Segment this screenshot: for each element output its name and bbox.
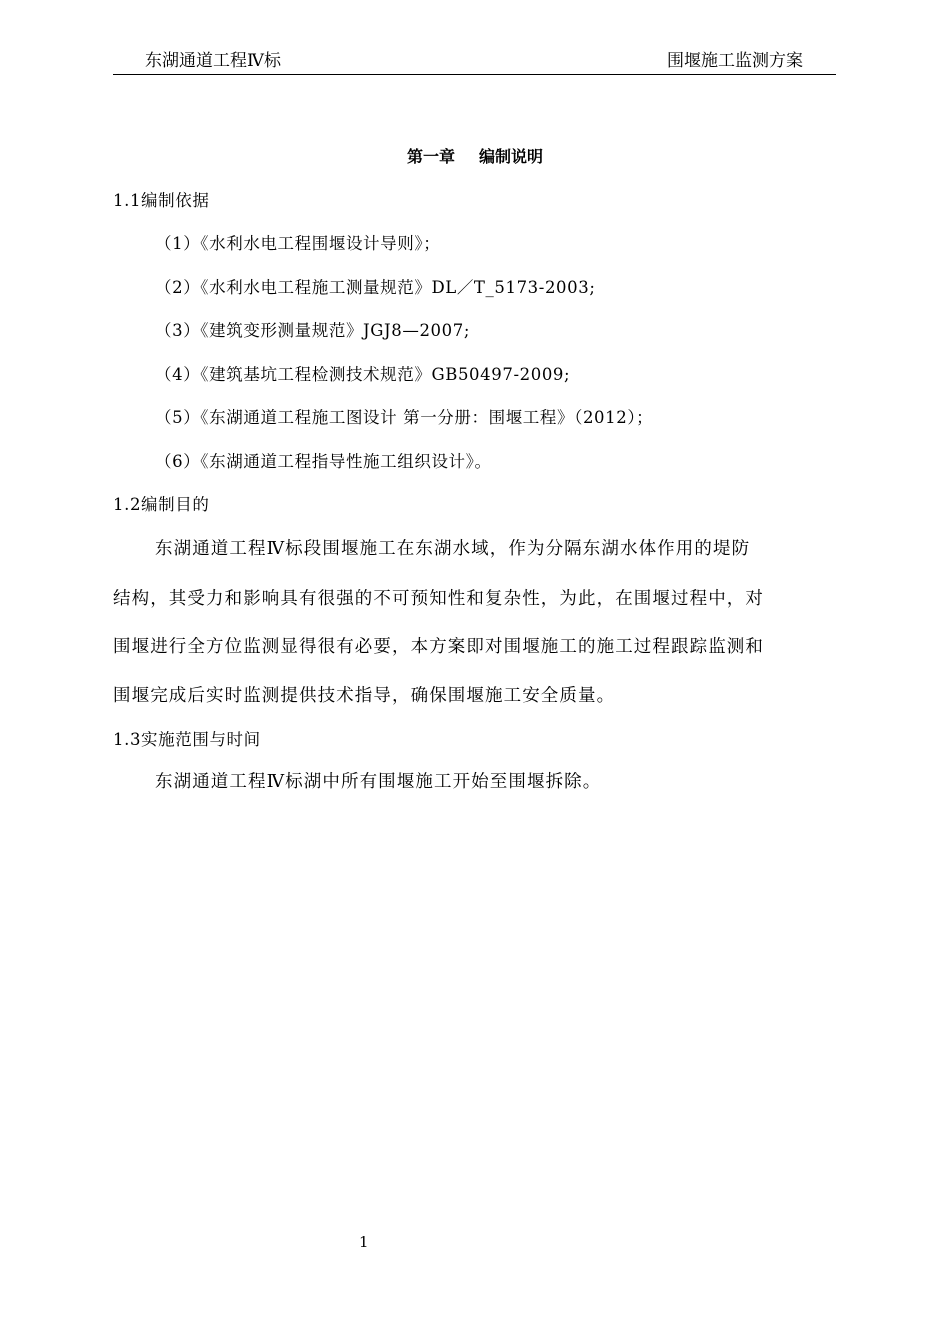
chapter-heading [0,145,950,169]
header-document-title: 围堰施工监测方案 [667,51,803,71]
chapter-title: 编制说明 [479,147,544,166]
section-heading-1-1: 1.1编制依据 [113,191,210,210]
header-project-name: 东湖通道工程Ⅳ标 [145,51,281,71]
reference-item: （4）《建筑基坑工程检测技术规范》GB50497-2009; [155,365,571,384]
scope-paragraph: 东湖通道工程Ⅳ标湖中所有围堰施工开始至围堰拆除。 [155,772,602,792]
reference-item: （2）《水利水电工程施工测量规范》DL／T_5173-2003; [155,278,596,297]
reference-item: （1）《水利水电工程围堰设计导则》； [155,234,441,253]
purpose-paragraph-line: 结构，其受力和影响具有很强的不可预知性和复杂性，为此，在围堰过程中，对 [113,589,764,609]
section-heading-1-3: 1.3实施范围与时间 [113,730,261,749]
page-number: 1 [359,1233,369,1251]
reference-item: （6）《东湖通道工程指导性施工组织设计》。 [155,452,492,471]
purpose-paragraph-line: 围堰完成后实时监测提供技术指导，确保围堰施工安全质量。 [113,686,616,706]
reference-item: （5）《东湖通道工程施工图设计 第一分册：围堰工程》（2012）； [155,408,654,427]
purpose-paragraph-line: 围堰进行全方位监测显得很有必要，本方案即对围堰施工的施工过程跟踪监测和 [113,637,764,657]
purpose-paragraph-line: 东湖通道工程Ⅳ标段围堰施工在东湖水域，作为分隔东湖水体作用的堤防 [155,539,751,559]
page-header [113,50,836,75]
chapter-number: 第一章 [406,147,455,166]
reference-item: （3）《建筑变形测量规范》JGJ8—2007; [155,321,471,340]
section-heading-1-2: 1.2编制目的 [113,495,210,514]
